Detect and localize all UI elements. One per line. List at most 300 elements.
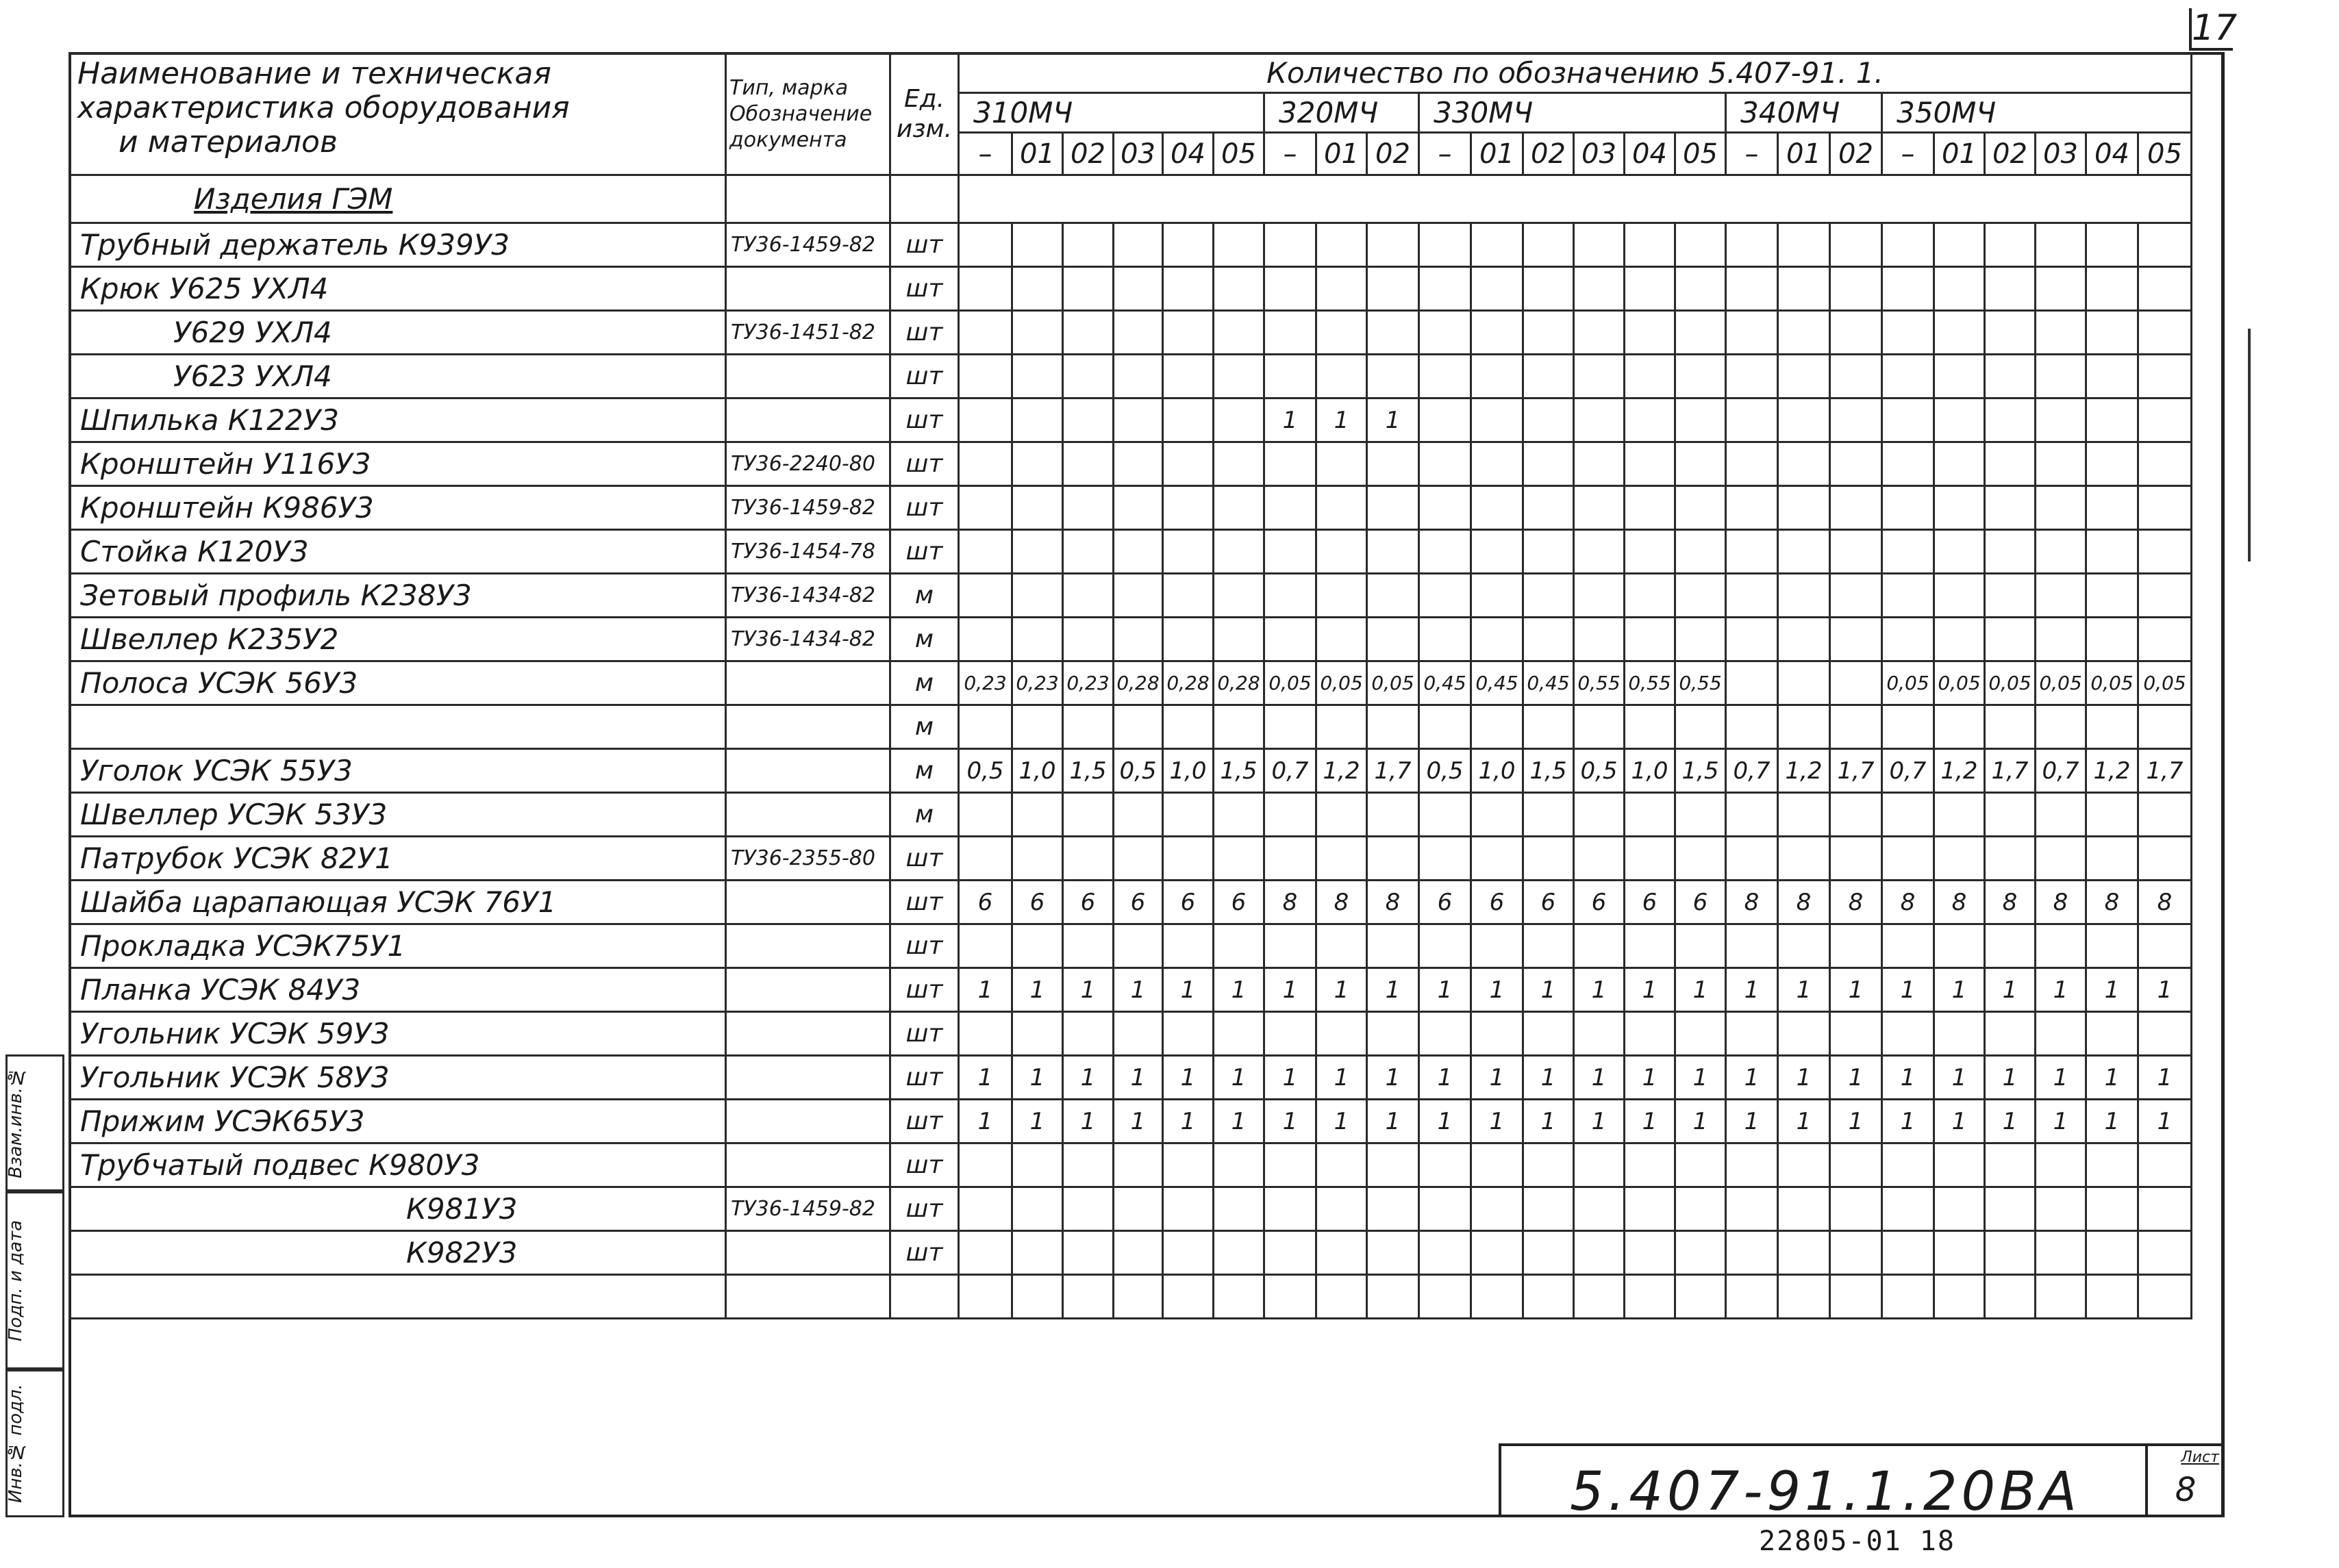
quantity-cell — [1778, 442, 1830, 486]
quantity-cell: 8 — [1830, 881, 1882, 924]
quantity-cell — [1214, 793, 1264, 837]
table-row — [70, 355, 2192, 399]
quantity-cell — [1830, 1275, 1882, 1319]
header-type-line2: Обозначение — [729, 101, 873, 126]
table-row — [70, 1012, 2192, 1056]
quantity-cell: 0,28 — [1214, 661, 1264, 705]
quantity-cell: 1 — [1882, 1056, 1934, 1100]
quantity-cell — [1882, 223, 1934, 267]
item-type — [726, 1143, 890, 1187]
quantity-cell — [1012, 223, 1063, 267]
quantity-cell — [959, 1012, 1012, 1056]
quantity-cell — [1574, 924, 1625, 968]
quantity-cell — [2036, 486, 2086, 530]
quantity-cell — [1726, 837, 1778, 881]
quantity-cell: 1 — [1114, 968, 1163, 1012]
item-type — [726, 1231, 890, 1275]
quantity-cell — [2036, 1275, 2086, 1319]
table-row — [70, 1187, 2192, 1231]
quantity-cell — [1726, 1275, 1778, 1319]
quantity-cell — [1523, 530, 1574, 574]
quantity-cell — [1316, 223, 1367, 267]
quantity-cell — [1778, 837, 1830, 881]
table-row — [70, 881, 2192, 924]
quantity-cell — [1063, 793, 1114, 837]
quantity-cell — [1316, 1231, 1367, 1275]
item-name: Трубный держатель К939У3 — [70, 223, 726, 267]
quantity-cell: 8 — [1316, 881, 1367, 924]
quantity-cell: 1 — [1012, 968, 1063, 1012]
quantity-cell — [1574, 793, 1625, 837]
quantity-cell — [1625, 1231, 1675, 1275]
quantity-cell — [1934, 311, 1985, 355]
quantity-cell — [1471, 1231, 1523, 1275]
quantity-cell: 1 — [1625, 1056, 1675, 1100]
quantity-cell — [959, 1143, 1012, 1187]
quantity-cell: 0,05 — [1882, 661, 1934, 705]
quantity-cell — [1316, 1187, 1367, 1231]
quantity-cell: 1 — [1574, 1056, 1625, 1100]
archive-number: 22805-01 18 — [1759, 1526, 1955, 1557]
quantity-cell — [1063, 1231, 1114, 1275]
quantity-cell — [1471, 399, 1523, 442]
item-name — [70, 1275, 726, 1319]
header-unit-line1: Ед. — [903, 84, 945, 113]
quantity-cell — [1523, 442, 1574, 486]
item-unit: м — [890, 749, 959, 793]
quantity-cell — [1419, 355, 1471, 399]
quantity-cell: 1 — [1985, 1100, 2036, 1143]
quantity-cell — [1726, 223, 1778, 267]
quantity-cell: 1,7 — [1830, 749, 1882, 793]
quantity-cell — [2138, 793, 2192, 837]
quantity-cell — [1367, 267, 1419, 311]
item-unit: шт — [890, 530, 959, 574]
header-quantity-title: Количество по обозначению 5.407-91. 1. — [959, 53, 2192, 93]
item-type — [726, 793, 890, 837]
quantity-cell — [1471, 837, 1523, 881]
quantity-cell: 1 — [1214, 1100, 1264, 1143]
quantity-cell — [1574, 530, 1625, 574]
quantity-cell: 1 — [1316, 1056, 1367, 1100]
header-name-col — [70, 53, 726, 175]
quantity-cell — [1471, 223, 1523, 267]
quantity-cell: 0,7 — [1264, 749, 1316, 793]
quantity-cell — [2036, 705, 2086, 749]
quantity-cell — [1063, 837, 1114, 881]
item-unit: шт — [890, 442, 959, 486]
quantity-cell: 8 — [1985, 881, 2036, 924]
quantity-cell — [1367, 223, 1419, 267]
quantity-cell — [1367, 486, 1419, 530]
variant-header: 04 — [1625, 133, 1675, 175]
quantity-cell: 1 — [1675, 1100, 1726, 1143]
quantity-cell — [1063, 924, 1114, 968]
item-unit: м — [890, 661, 959, 705]
quantity-cell — [1882, 1275, 1934, 1319]
quantity-cell: 1 — [1985, 968, 2036, 1012]
specification-table — [68, 52, 2192, 1319]
quantity-cell — [1012, 267, 1063, 311]
quantity-cell — [1726, 924, 1778, 968]
quantity-cell — [1163, 793, 1214, 837]
quantity-cell — [1471, 1187, 1523, 1231]
quantity-cell — [2138, 267, 2192, 311]
quantity-cell: 0,05 — [2086, 661, 2138, 705]
quantity-cell: 1 — [1163, 968, 1214, 1012]
quantity-cell — [1882, 705, 1934, 749]
quantity-cell — [1367, 793, 1419, 837]
quantity-cell — [1264, 530, 1316, 574]
quantity-cell — [1675, 530, 1726, 574]
item-unit: шт — [890, 1100, 959, 1143]
quantity-cell — [2086, 530, 2138, 574]
quantity-cell — [1934, 399, 1985, 442]
quantity-cell — [1316, 311, 1367, 355]
variant-header: 04 — [2086, 133, 2138, 175]
quantity-cell: 1,0 — [1163, 749, 1214, 793]
quantity-cell — [1214, 1012, 1264, 1056]
quantity-cell: 8 — [1264, 881, 1316, 924]
quantity-cell — [1778, 1012, 1830, 1056]
quantity-cell — [1163, 530, 1214, 574]
item-unit: шт — [890, 1187, 959, 1231]
quantity-cell: 8 — [1367, 881, 1419, 924]
quantity-cell: 1,5 — [1063, 749, 1114, 793]
quantity-cell: 0,45 — [1419, 661, 1471, 705]
quantity-cell — [1830, 223, 1882, 267]
quantity-cell — [1726, 530, 1778, 574]
quantity-cell: 6 — [1214, 881, 1264, 924]
quantity-cell — [1367, 1012, 1419, 1056]
quantity-cell: 8 — [1934, 881, 1985, 924]
variant-header: 02 — [1367, 133, 1419, 175]
quantity-cell: 1 — [959, 968, 1012, 1012]
quantity-cell: 8 — [2086, 881, 2138, 924]
quantity-cell — [1367, 705, 1419, 749]
quantity-cell: 0,5 — [1114, 749, 1163, 793]
quantity-cell — [1163, 486, 1214, 530]
quantity-cell — [1934, 924, 1985, 968]
header-type-line1: Тип, марка — [729, 75, 849, 100]
quantity-cell: 1 — [1830, 1100, 1882, 1143]
quantity-cell — [1830, 924, 1882, 968]
quantity-cell — [1778, 486, 1830, 530]
quantity-cell — [1830, 486, 1882, 530]
quantity-cell: 1 — [959, 1100, 1012, 1143]
quantity-cell — [1367, 1187, 1419, 1231]
quantity-cell — [1012, 837, 1063, 881]
quantity-cell: 0,05 — [1264, 661, 1316, 705]
quantity-cell — [1985, 837, 2036, 881]
item-unit: шт — [890, 1012, 959, 1056]
quantity-cell — [1367, 1275, 1419, 1319]
quantity-cell — [1114, 223, 1163, 267]
quantity-cell — [1574, 1275, 1625, 1319]
quantity-cell — [2138, 1143, 2192, 1187]
quantity-cell: 1 — [2138, 968, 2192, 1012]
quantity-cell — [2138, 530, 2192, 574]
quantity-cell — [1114, 355, 1163, 399]
table-row — [70, 311, 2192, 355]
quantity-cell — [2086, 574, 2138, 618]
quantity-cell — [1063, 705, 1114, 749]
quantity-cell — [2138, 1187, 2192, 1231]
quantity-cell — [1163, 837, 1214, 881]
quantity-cell — [2086, 837, 2138, 881]
quantity-cell — [2036, 1231, 2086, 1275]
quantity-cell — [1316, 924, 1367, 968]
header-name-line1: Наименование и техническая — [77, 56, 551, 91]
quantity-cell: 1 — [1934, 1100, 1985, 1143]
quantity-cell — [1675, 1275, 1726, 1319]
item-name: Швеллер УСЭК 53У3 — [70, 793, 726, 837]
quantity-cell: 1,0 — [1471, 749, 1523, 793]
quantity-cell — [1882, 1231, 1934, 1275]
item-unit: м — [890, 705, 959, 749]
table-row — [70, 661, 2192, 705]
quantity-cell: 1,7 — [2138, 749, 2192, 793]
quantity-cell: 1,2 — [1316, 749, 1367, 793]
quantity-cell — [1012, 1187, 1063, 1231]
quantity-cell — [1523, 793, 1574, 837]
quantity-cell: 1 — [1778, 1056, 1830, 1100]
quantity-cell — [2036, 530, 2086, 574]
quantity-cell — [1419, 924, 1471, 968]
quantity-cell — [1985, 223, 2036, 267]
item-type — [726, 749, 890, 793]
quantity-cell — [1934, 1231, 1985, 1275]
quantity-cell — [1985, 1143, 2036, 1187]
header-series-320: 320МЧ — [1264, 93, 1419, 133]
quantity-cell — [1985, 924, 2036, 968]
variant-header: 05 — [2138, 133, 2192, 175]
quantity-cell — [1012, 486, 1063, 530]
quantity-cell — [2036, 399, 2086, 442]
quantity-cell — [1316, 486, 1367, 530]
item-name: Шайба царапающая УСЭК 76У1 — [70, 881, 726, 924]
item-type: ТУ36-2355-80 — [726, 837, 890, 881]
table-row — [70, 1143, 2192, 1187]
quantity-cell — [959, 837, 1012, 881]
table-row — [70, 399, 2192, 442]
quantity-cell — [1882, 399, 1934, 442]
item-unit: шт — [890, 1056, 959, 1100]
quantity-cell — [1778, 223, 1830, 267]
quantity-cell — [1063, 267, 1114, 311]
item-type — [726, 1056, 890, 1100]
quantity-cell — [1163, 618, 1214, 661]
quantity-cell — [959, 355, 1012, 399]
table-row — [70, 574, 2192, 618]
quantity-cell: 1,2 — [2086, 749, 2138, 793]
quantity-cell — [1163, 223, 1214, 267]
item-type — [726, 267, 890, 311]
quantity-cell — [1523, 924, 1574, 968]
quantity-cell — [1675, 223, 1726, 267]
quantity-cell — [2036, 355, 2086, 399]
quantity-cell — [1882, 355, 1934, 399]
quantity-cell: 0,5 — [1419, 749, 1471, 793]
quantity-cell — [1985, 530, 2036, 574]
quantity-cell — [1778, 793, 1830, 837]
item-unit: м — [890, 618, 959, 661]
quantity-cell — [1625, 355, 1675, 399]
quantity-cell: 0,05 — [1985, 661, 2036, 705]
quantity-cell — [1625, 618, 1675, 661]
table-row — [70, 924, 2192, 968]
quantity-cell: 0,23 — [1012, 661, 1063, 705]
quantity-cell: 0,7 — [1726, 749, 1778, 793]
quantity-cell: 1 — [1523, 1100, 1574, 1143]
quantity-cell — [1726, 267, 1778, 311]
quantity-cell — [2138, 705, 2192, 749]
quantity-cell — [1675, 618, 1726, 661]
sheet-number: 8 — [2175, 1471, 2197, 1509]
quantity-cell — [1063, 1012, 1114, 1056]
header-type-line3: документа — [729, 127, 847, 152]
quantity-cell — [2036, 1143, 2086, 1187]
quantity-cell — [1114, 530, 1163, 574]
quantity-cell: 1 — [959, 1056, 1012, 1100]
variant-header: 02 — [1830, 133, 1882, 175]
quantity-cell — [1523, 1231, 1574, 1275]
quantity-cell — [2138, 837, 2192, 881]
table-row — [70, 530, 2192, 574]
quantity-cell: 0,23 — [1063, 661, 1114, 705]
quantity-cell — [1625, 924, 1675, 968]
quantity-cell — [1726, 311, 1778, 355]
quantity-cell — [1214, 442, 1264, 486]
quantity-cell: 0,55 — [1625, 661, 1675, 705]
header-unit-col — [890, 53, 959, 175]
quantity-cell: 1 — [1882, 1100, 1934, 1143]
quantity-cell — [1726, 574, 1778, 618]
quantity-cell — [1675, 311, 1726, 355]
quantity-cell — [1012, 530, 1063, 574]
quantity-cell — [1726, 399, 1778, 442]
quantity-cell — [1163, 311, 1214, 355]
quantity-cell — [1675, 924, 1726, 968]
item-name: К982У3 — [70, 1231, 726, 1275]
quantity-cell — [1316, 1012, 1367, 1056]
sheet-cell — [2145, 1446, 2223, 1517]
quantity-cell — [2138, 486, 2192, 530]
item-unit: шт — [890, 881, 959, 924]
quantity-cell — [1726, 355, 1778, 399]
quantity-cell — [1574, 267, 1625, 311]
quantity-cell: 1 — [1625, 968, 1675, 1012]
document-code: 5.407-91.1.20ВА — [1570, 1461, 2081, 1523]
quantity-cell — [1114, 924, 1163, 968]
page-number: 17 — [2189, 8, 2233, 51]
quantity-cell: 8 — [1778, 881, 1830, 924]
item-unit: м — [890, 793, 959, 837]
quantity-cell — [1012, 1012, 1063, 1056]
table-row — [70, 1275, 2192, 1319]
quantity-cell — [1114, 442, 1163, 486]
quantity-cell — [1778, 661, 1830, 705]
quantity-cell: 1 — [2036, 1100, 2086, 1143]
quantity-cell: 1 — [2086, 1100, 2138, 1143]
quantity-cell — [1882, 1143, 1934, 1187]
quantity-cell — [2138, 442, 2192, 486]
table-row — [70, 968, 2192, 1012]
item-name: Шпилька К122У3 — [70, 399, 726, 442]
item-name: Прокладка УСЭК75У1 — [70, 924, 726, 968]
quantity-cell — [1675, 399, 1726, 442]
quantity-cell — [2036, 837, 2086, 881]
quantity-cell — [1778, 924, 1830, 968]
quantity-cell — [1419, 793, 1471, 837]
quantity-cell — [1625, 793, 1675, 837]
quantity-cell: 1 — [2086, 1056, 2138, 1100]
quantity-cell — [1934, 1187, 1985, 1231]
quantity-cell — [1574, 1012, 1625, 1056]
quantity-cell — [1523, 223, 1574, 267]
quantity-cell — [1419, 618, 1471, 661]
sheet-label: Лист — [2181, 1449, 2219, 1466]
quantity-cell — [2138, 223, 2192, 267]
quantity-cell — [1985, 355, 2036, 399]
quantity-cell: 6 — [1114, 881, 1163, 924]
quantity-cell — [1574, 837, 1625, 881]
item-unit: шт — [890, 1231, 959, 1275]
quantity-cell — [1523, 1187, 1574, 1231]
quantity-cell — [1934, 486, 1985, 530]
quantity-cell — [1367, 530, 1419, 574]
quantity-cell — [1934, 1143, 1985, 1187]
quantity-cell — [1830, 311, 1882, 355]
variant-header: – — [1882, 133, 1934, 175]
item-unit — [890, 1275, 959, 1319]
quantity-cell — [1574, 311, 1625, 355]
quantity-cell — [1114, 1143, 1163, 1187]
item-name: Уголок УСЭК 55У3 — [70, 749, 726, 793]
quantity-cell: 0,5 — [959, 749, 1012, 793]
quantity-cell — [1523, 574, 1574, 618]
quantity-cell: 1 — [1523, 1056, 1574, 1100]
quantity-cell — [1523, 311, 1574, 355]
quantity-cell — [1882, 793, 1934, 837]
quantity-cell — [1264, 1143, 1316, 1187]
quantity-cell — [1367, 1143, 1419, 1187]
quantity-cell — [959, 442, 1012, 486]
quantity-cell — [1523, 267, 1574, 311]
quantity-cell — [959, 486, 1012, 530]
quantity-cell: 1,0 — [1012, 749, 1063, 793]
quantity-cell — [2086, 311, 2138, 355]
quantity-cell — [1063, 1187, 1114, 1231]
quantity-cell — [2036, 442, 2086, 486]
quantity-cell — [1012, 705, 1063, 749]
quantity-cell — [1214, 1187, 1264, 1231]
quantity-cell — [1316, 1143, 1367, 1187]
quantity-cell — [1934, 355, 1985, 399]
quantity-cell — [2086, 1012, 2138, 1056]
quantity-cell — [1063, 486, 1114, 530]
quantity-cell — [1985, 1231, 2036, 1275]
quantity-cell — [1778, 618, 1830, 661]
quantity-cell — [1675, 574, 1726, 618]
quantity-cell — [2086, 267, 2138, 311]
quantity-cell — [1367, 355, 1419, 399]
item-type — [726, 705, 890, 749]
table-row — [70, 793, 2192, 837]
quantity-cell — [1163, 1012, 1214, 1056]
binding-label-inv: Инв.№ подл. — [5, 1383, 26, 1504]
quantity-cell: 1 — [1830, 968, 1882, 1012]
